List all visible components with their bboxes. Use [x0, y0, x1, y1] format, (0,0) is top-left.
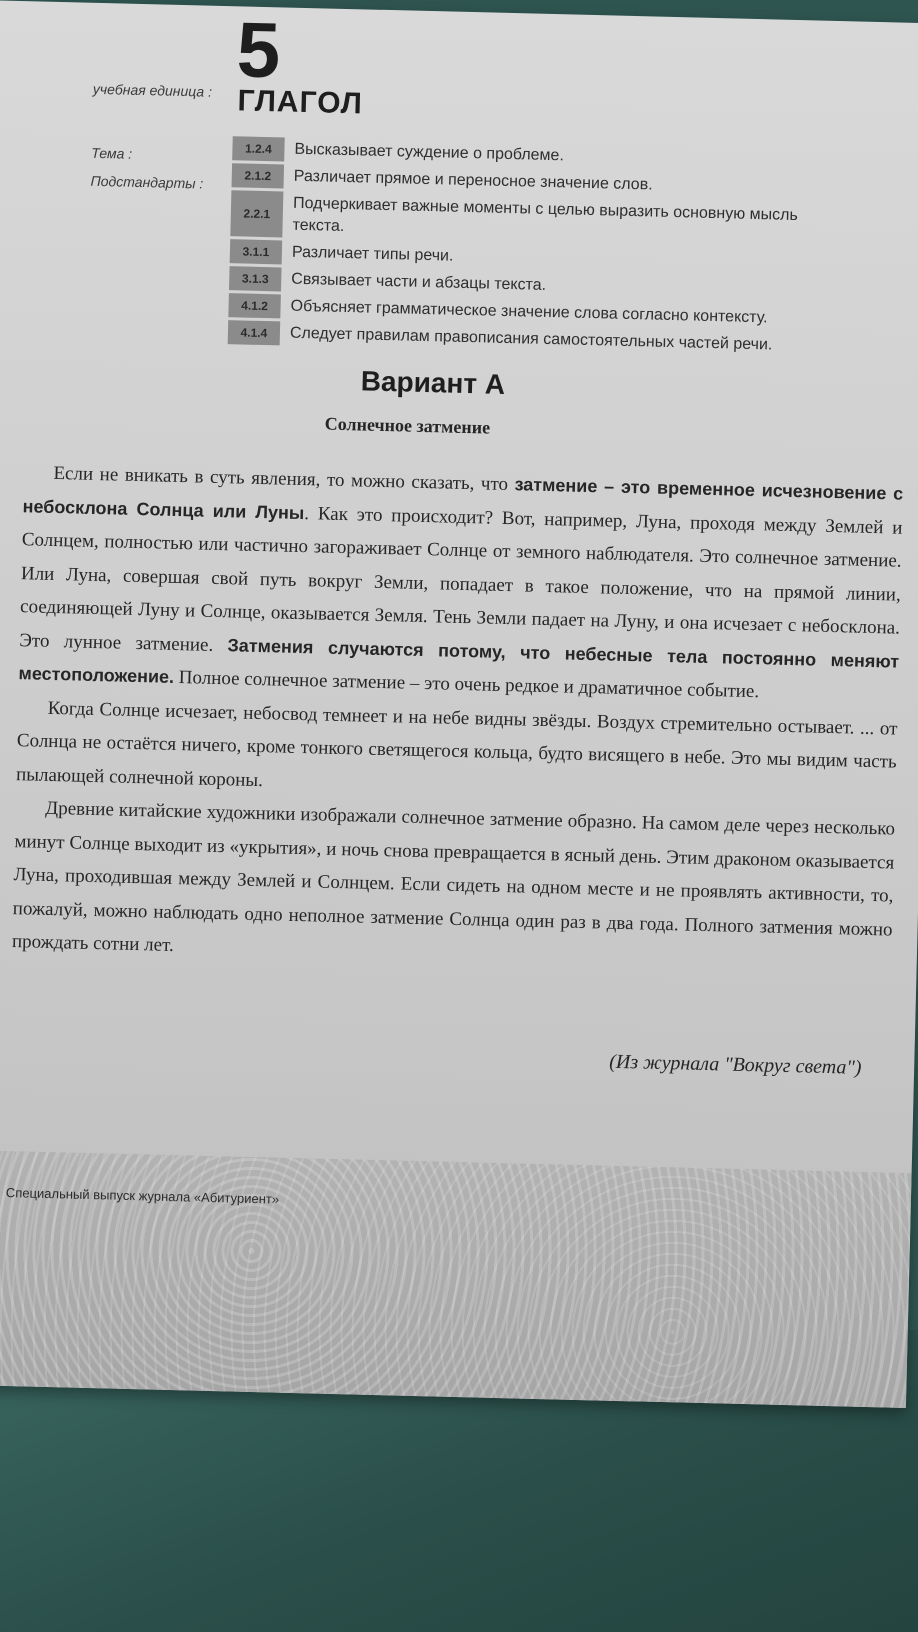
- unit-number: 5: [235, 5, 282, 95]
- p1-part-e: Полное солнечное затмение – это очень редкое и драматичное событие.: [173, 666, 760, 703]
- p1-bold-definition: затмение – это временное исчезновение с небосклона Солнца или Луны: [22, 474, 904, 523]
- page-footer: [0, 1150, 912, 1408]
- standard-code: 2.2.1: [230, 190, 283, 237]
- p1-part-a: Если не вникать в суть явления, то можно сказать, что: [53, 462, 515, 496]
- publication-name: Специальный выпуск журнала «Абитуриент»: [5, 1184, 280, 1207]
- standard-code: 4.1.2: [228, 293, 281, 318]
- p1-bold-reason: Затмения случаются потому, что небесные тела постоянно меняют местоположение.: [18, 634, 900, 687]
- unit-header: [0, 0, 900, 382]
- standard-text: Подчеркивает важные моменты с целью выразить основную мысль текста.: [292, 194, 799, 235]
- p1-part-c: . Как это происходит? Вот, например, Луна, проходя между Землей и Солнцем, полностью или частично загораживает Солнце от земного наблюдателя. Это солнечное затмение. Или Луна, совершая свой путь вокруг Земли, попадает в такое положение, что на прямой линии, соединяющей Луну и Солнце, оказывается Земля. Тень Земли падает на Луну, и она исчезает с небосклона. Это лунное затмение.: [19, 502, 903, 656]
- standard-code: 4.1.4: [228, 320, 281, 345]
- unit-title: ГЛАГОЛ: [237, 84, 364, 121]
- paragraph-2: Когда Солнце исчезает, небосвод темнеет и на небе видны звёзды. Воздух стремительно остывает. ... от Солнца не остаётся ничего, кроме тонкого светящегося кольца, будто висящего в небе. Это мы видим часть пылающей солнечной короны.: [15, 697, 898, 791]
- standard-text: Высказывает суждение о проблеме.: [294, 140, 565, 165]
- standard-text: Различает прямое и переносное значение слов.: [293, 167, 653, 194]
- standard-code: 3.1.3: [229, 266, 282, 291]
- standard-text: Различает типы речи.: [291, 243, 454, 265]
- variant-heading: Вариант А: [360, 365, 506, 400]
- paragraph-3: Древние китайские художники изображали солнечное затмение образно. На самом деле через несколько минут Солнце выходит из «укрытия», и ночь снова превращается в ясный день. Этим драконом оказывается Луна, проходившая между Землей и Солнцем. Если сидеть на одном месте и не проявлять активности, то, пожалуй, можно наблюдать одно неполное затмение Солнца один раз в два года. Полного затмения можно прождать сотни лет.: [11, 797, 896, 957]
- unit-label: учебная единица :: [92, 80, 213, 100]
- paragraph-1: [18, 456, 903, 712]
- article-body: [12, 456, 904, 980]
- standards-list: [228, 136, 893, 363]
- article-title: Солнечное затмение: [324, 413, 491, 438]
- article-source: (Из журнала "Вокруг света"): [608, 1050, 862, 1079]
- standard-code: 2.1.2: [232, 163, 285, 188]
- standard-text: Следует правилам правописания самостоятельных частей речи.: [289, 324, 773, 354]
- standard-code: 3.1.1: [230, 239, 283, 264]
- tema-label: Тема :: [91, 144, 133, 162]
- standard-text: Объясняет грамматическое значение слова согласно контексту.: [290, 297, 768, 327]
- standard-text: Связывает части и абзацы текста.: [291, 270, 547, 294]
- substandards-label: Подстандарты :: [90, 172, 204, 192]
- standard-code: 1.2.4: [232, 136, 285, 161]
- footer-line: [0, 1180, 279, 1209]
